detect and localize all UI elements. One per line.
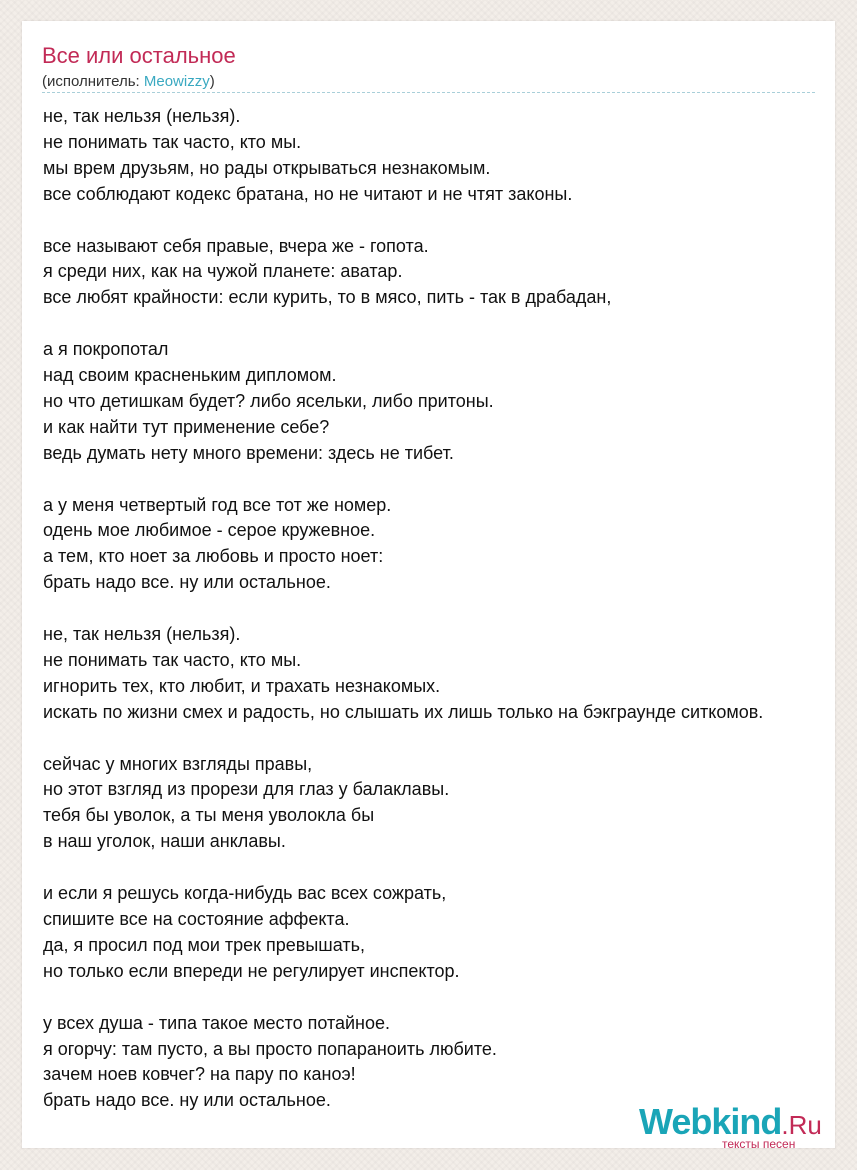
lyric-line: не понимать так часто, кто мы. <box>43 649 302 670</box>
lyrics-stanza <box>43 493 857 597</box>
lyric-line: и если я решусь когда-нибудь вас всех сожрать, <box>43 883 447 904</box>
lyric-line: все называют себя правые, вчера же - гопота. <box>43 235 429 256</box>
lyric-line: ведь думать нету много времени: здесь не тибет. <box>43 442 454 463</box>
lyrics-stanza <box>43 881 857 985</box>
lyric-line: над своим красненьким дипломом. <box>43 365 337 386</box>
lyric-line: я среди них, как на чужой планете: аватар. <box>43 261 403 282</box>
lyric-line: да, я просил под мои трек превышать, <box>43 934 365 955</box>
lyrics-stanza <box>43 104 857 208</box>
lyric-line: но только если впереди не регулирует инспектор. <box>43 960 460 981</box>
lyrics-body <box>43 104 857 1140</box>
artist-link[interactable]: Meowizzy <box>143 73 210 90</box>
lyric-line: сейчас у многих взгляды правы, <box>43 753 313 774</box>
lyric-line: мы врем друзьям, но рады открываться незнакомым. <box>43 157 491 178</box>
lyric-line: тебя бы уволок, а ты меня уволокла бы <box>43 805 375 826</box>
lyric-line: брать надо все. ну или остальное. <box>43 572 331 593</box>
lyric-line: зачем ноев ковчег? на пару по каноэ! <box>43 1064 356 1085</box>
lyric-line: а тем, кто ноет за любовь и просто ноет: <box>43 546 384 567</box>
lyric-line: спишите все на состояние аффекта. <box>43 909 350 929</box>
lyric-line: а у меня четвертый год все тот же номер. <box>43 494 392 515</box>
artist-prefix: (исполнитель: <box>42 73 144 90</box>
lyric-line: все любят крайности: если курить, то в мясо, пить - так в драбадан, <box>43 287 612 308</box>
lyric-line: в наш уголок, наши анклавы. <box>43 831 286 852</box>
artist-line <box>42 73 215 90</box>
lyric-line: я огорчу: там пусто, а вы просто попараноить любите. <box>43 1038 497 1059</box>
artist-suffix: ) <box>209 73 215 90</box>
lyric-line: одень мое любимое - серое кружевное. <box>43 520 376 541</box>
lyrics-stanza <box>43 622 857 726</box>
lyrics-stanza <box>43 234 857 312</box>
lyrics-stanza <box>43 752 857 856</box>
lyric-line: искать по жизни смех и радость, но слышать их лишь только на бэкграунде ситкомов. <box>43 701 764 722</box>
logo-main-text: Webkind <box>639 1101 782 1142</box>
lyrics-card <box>22 21 835 1151</box>
song-title: Все или остальное <box>42 43 236 68</box>
lyric-line: игнорить тех, кто любит, и трахать незнакомых. <box>43 675 441 696</box>
lyric-line: не, так нельзя (нельзя). <box>43 624 241 645</box>
lyrics-stanza <box>43 1011 857 1115</box>
lyric-line: и как найти тут применение себе? <box>43 416 330 437</box>
title-divider <box>42 92 815 93</box>
logo-tagline: тексты песен <box>722 1137 796 1151</box>
lyric-line: но что детишкам будет? либо ясельки, либо притоны. <box>43 390 494 411</box>
lyric-line: у всех душа - типа такое место потайное. <box>43 1012 391 1033</box>
lyric-line: не, так нельзя (нельзя). <box>43 106 241 126</box>
webkind-logo[interactable] <box>639 1101 839 1151</box>
lyric-line: брать надо все. ну или остальное. <box>43 1090 331 1111</box>
lyric-line: но этот взгляд из прорези для глаз у балаклавы. <box>43 779 450 800</box>
lyric-line: а я покропотал <box>43 339 169 360</box>
lyric-line: не понимать так часто, кто мы. <box>43 131 302 152</box>
lyrics-stanza <box>43 337 857 467</box>
lyric-line: все соблюдают кодекс братана, но не читают и не чтят законы. <box>43 183 573 204</box>
logo-tld: .Ru <box>781 1110 822 1140</box>
